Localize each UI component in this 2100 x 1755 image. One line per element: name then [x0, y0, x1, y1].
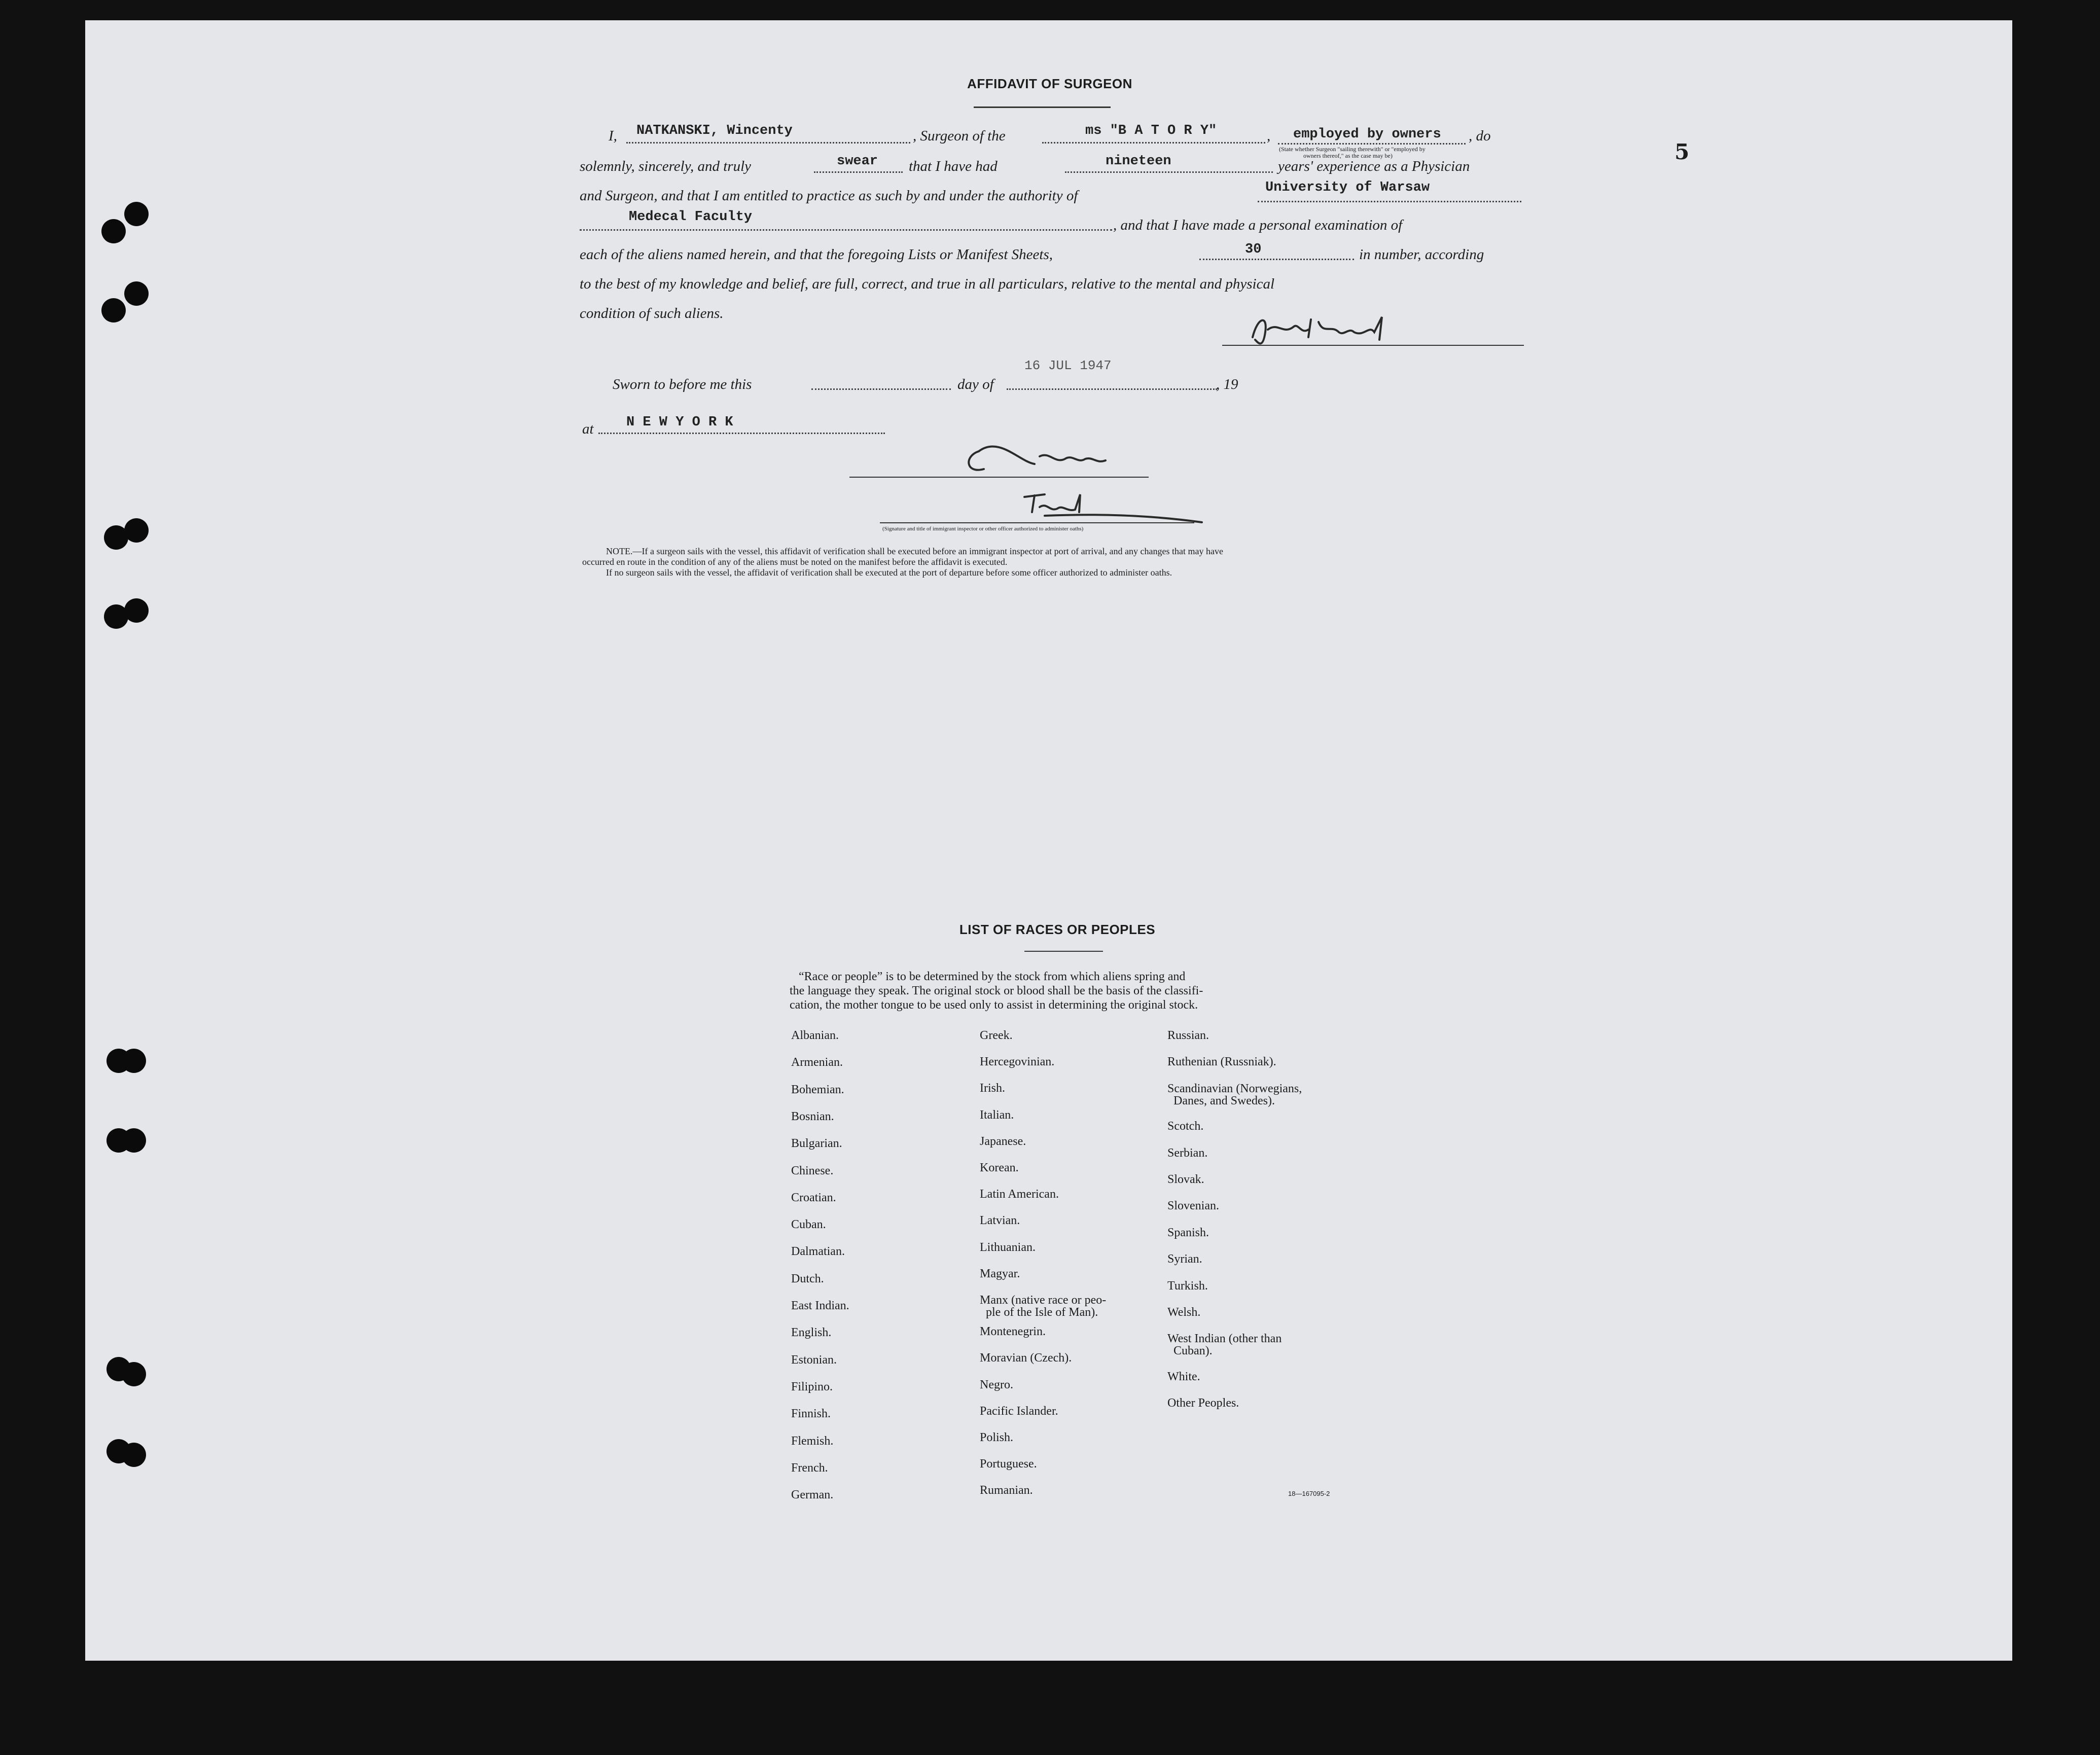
- place-field[interactable]: N E W Y O R K: [626, 415, 733, 430]
- race-item: Estonian.: [791, 1353, 837, 1367]
- binder-hole: [101, 219, 126, 243]
- dotted-line: [814, 171, 903, 173]
- aff-line4: , and that I have made a personal examination of: [1113, 217, 1403, 233]
- races-title: LIST OF RACES OR PEOPLES: [959, 922, 1156, 937]
- date-stamp: 16 JUL 1947: [1024, 358, 1112, 373]
- race-item: Moravian (Czech).: [980, 1351, 1072, 1365]
- binder-hole: [106, 1049, 131, 1073]
- surgeon-name-field[interactable]: NATKANSKI, Wincenty: [636, 123, 793, 138]
- dotted-line: [1199, 259, 1354, 260]
- note-line-3: If no surgeon sails with the vessel, the affidavit of verification shall be executed at the port of departure before some officer authorized to administer oaths.: [606, 567, 1172, 578]
- note-line-1: NOTE.—If a surgeon sails with the vessel, this affidavit of verification shall be executed before an immigrant inspector at port of arrival, and any changes that may have: [606, 546, 1223, 556]
- race-item: Other Peoples.: [1167, 1396, 1239, 1410]
- race-item: Scotch.: [1167, 1120, 1204, 1133]
- title-rule: [974, 106, 1111, 108]
- at-label: at: [582, 421, 594, 437]
- dotted-line: [1278, 143, 1466, 145]
- dotted-line: [1007, 388, 1217, 390]
- officer-signature: [964, 436, 1156, 477]
- sworn-label-c: , 19: [1216, 376, 1238, 392]
- officer-signature-line: [849, 477, 1149, 478]
- sworn-label-b: day of: [957, 376, 994, 392]
- surgeon-signature-line: [1222, 345, 1524, 346]
- surgeon-signature: [1248, 312, 1461, 347]
- aff-comma: ,: [1267, 128, 1271, 144]
- race-item: English.: [791, 1326, 832, 1340]
- sheets-field[interactable]: 30: [1245, 242, 1262, 257]
- binder-hole: [124, 202, 149, 226]
- race-item: Armenian.: [791, 1056, 843, 1069]
- race-item: Croatian.: [791, 1191, 836, 1204]
- binder-hole: [104, 525, 128, 550]
- race-item: Albanian.: [791, 1029, 839, 1042]
- race-item: Chinese.: [791, 1164, 834, 1177]
- race-item: Turkish.: [1167, 1279, 1208, 1293]
- binder-hole: [101, 298, 126, 323]
- race-item: Flemish.: [791, 1434, 834, 1448]
- race-item: Polish.: [980, 1431, 1014, 1444]
- race-item: Pacific Islander.: [980, 1404, 1058, 1418]
- races-intro-1: “Race or people” is to be determined by the stock from which aliens spring and: [799, 970, 1186, 983]
- aff-line2-a: solemnly, sincerely, and truly: [580, 158, 752, 174]
- aff-line2-c: years' experience as a Physician: [1278, 158, 1470, 174]
- binder-hole: [124, 281, 149, 306]
- officer-title-line: [880, 522, 1194, 523]
- sworn-label-a: Sworn to before me this: [613, 376, 752, 392]
- aff-line1-c: , do: [1469, 128, 1491, 144]
- dotted-line: [1258, 201, 1521, 202]
- aff-line2-b: that I have had: [909, 158, 998, 174]
- dotted-line: [1065, 171, 1273, 173]
- race-item: Syrian.: [1167, 1252, 1202, 1266]
- title-rule: [1024, 951, 1103, 952]
- race-item: French.: [791, 1461, 828, 1475]
- dotted-line: [598, 433, 885, 434]
- binder-hole: [106, 1128, 131, 1153]
- race-item: Dutch.: [791, 1272, 824, 1285]
- race-item: Manx (native race or peo- ple of the Isle of Man).: [980, 1294, 1107, 1319]
- dotted-line: [811, 388, 951, 390]
- years-field[interactable]: nineteen: [1106, 154, 1171, 169]
- race-item: Welsh.: [1167, 1306, 1201, 1319]
- aff-line3: and Surgeon, and that I am entitled to practice as such by and under the authority of: [580, 188, 1078, 204]
- race-item: Cuban.: [791, 1218, 826, 1232]
- races-intro-3: cation, the mother tongue to be used only to assist in determining the original stock.: [790, 998, 1198, 1012]
- race-item: Portuguese.: [980, 1457, 1037, 1471]
- affidavit-title: AFFIDAVIT OF SURGEON: [967, 76, 1132, 91]
- binder-hole: [106, 1439, 131, 1463]
- binder-hole: [104, 604, 128, 629]
- note-line-2: occurred en route in the condition of any of the aliens must be noted on the manifest before the affidavit is executed.: [582, 557, 1008, 567]
- aff-line5-b: in number, according: [1359, 246, 1484, 263]
- race-item: West Indian (other than Cuban).: [1167, 1332, 1282, 1358]
- race-item: Japanese.: [980, 1134, 1026, 1148]
- race-item: Bosnian.: [791, 1109, 834, 1123]
- race-item: Lithuanian.: [980, 1240, 1036, 1254]
- dotted-line: [580, 229, 1112, 231]
- race-item: Latin American.: [980, 1188, 1059, 1201]
- race-item: Latvian.: [980, 1214, 1020, 1228]
- race-item: Irish.: [980, 1082, 1005, 1095]
- officer-title-signature: [1019, 489, 1212, 530]
- dotted-line: [626, 142, 910, 144]
- race-item: Rumanian.: [980, 1484, 1033, 1497]
- race-item: Ruthenian (Russniak).: [1167, 1055, 1276, 1069]
- employment-field[interactable]: employed by owners: [1293, 127, 1441, 142]
- race-item: Serbian.: [1167, 1146, 1208, 1160]
- vessel-field[interactable]: ms "B A T O R Y": [1085, 123, 1217, 138]
- race-item: Slovak.: [1167, 1173, 1204, 1186]
- aff-line1-a: I,: [609, 128, 617, 144]
- page-number: 5: [1675, 139, 1690, 164]
- race-item: Negro.: [980, 1378, 1013, 1391]
- race-item: Korean.: [980, 1161, 1019, 1174]
- form-code: 18—167095-2: [1288, 1490, 1330, 1497]
- aff-line1-b: , Surgeon of the: [913, 128, 1006, 144]
- aff-line7: condition of such aliens.: [580, 305, 724, 321]
- dotted-line: [1042, 142, 1265, 144]
- employment-note-2: owners thereof," as the case may be): [1303, 152, 1393, 159]
- race-item: East Indian.: [791, 1299, 849, 1312]
- race-item: Scandinavian (Norwegians, Danes, and Swedes).: [1167, 1082, 1302, 1107]
- race-item: Russian.: [1167, 1029, 1209, 1042]
- aff-line6: to the best of my knowledge and belief, are full, correct, and true in all particulars, relative to the mental and physical: [580, 276, 1275, 292]
- race-item: Slovenian.: [1167, 1199, 1219, 1213]
- aff-line5-a: each of the aliens named herein, and that the foregoing Lists or Manifest Sheets,: [580, 246, 1053, 263]
- races-intro-2: the language they speak. The original stock or blood shall be the basis of the classifi-: [790, 984, 1203, 997]
- race-item: Finnish.: [791, 1407, 831, 1421]
- race-item: Magyar.: [980, 1267, 1020, 1280]
- race-item: Bohemian.: [791, 1083, 844, 1096]
- employment-note-1: (State whether Surgeon "sailing therewith" or "employed by: [1279, 146, 1426, 153]
- race-item: Greek.: [980, 1029, 1013, 1042]
- faculty-field[interactable]: Medecal Faculty: [629, 209, 753, 225]
- race-item: Spanish.: [1167, 1226, 1209, 1239]
- race-item: Bulgarian.: [791, 1137, 842, 1151]
- race-item: Dalmatian.: [791, 1245, 845, 1259]
- oath-word-field[interactable]: swear: [837, 154, 878, 169]
- race-item: Italian.: [980, 1108, 1014, 1122]
- race-item: German.: [791, 1488, 834, 1502]
- race-item: Montenegrin.: [980, 1325, 1046, 1339]
- race-item: Filipino.: [791, 1380, 833, 1393]
- race-item: White.: [1167, 1370, 1200, 1383]
- race-item: Hercegovinian.: [980, 1055, 1055, 1069]
- authority-field[interactable]: University of Warsaw: [1265, 180, 1430, 195]
- signature-caption: (Signature and title of immigrant inspector or other officer authorized to administer oaths): [882, 526, 1084, 532]
- binder-hole: [106, 1357, 131, 1381]
